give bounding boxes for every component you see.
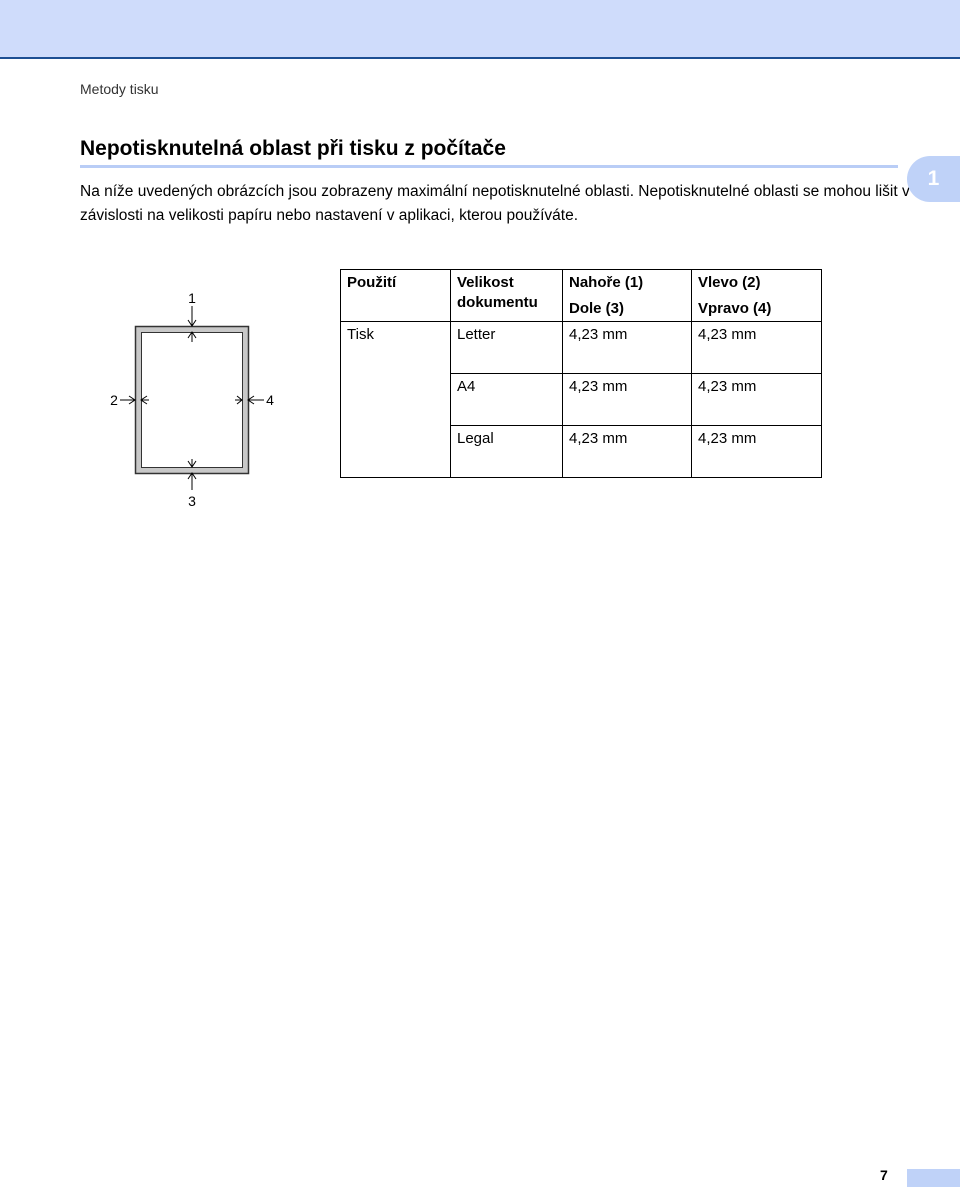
printable-area [142,333,243,468]
header-left-right [692,270,822,322]
top-bottom-cell: 4,23 mm [563,322,692,374]
top-margin-arrows [188,306,196,342]
table-header-row [341,270,822,322]
size-cell: Letter [451,322,563,374]
running-head: Metody tisku [80,81,159,97]
top-bottom-cell: 4,23 mm [563,426,692,478]
header-top-bottom [563,270,692,322]
left-right-cell: 4,23 mm [692,374,822,426]
top-bottom-cell: 4,23 mm [563,374,692,426]
table-row [341,322,822,374]
header-bottom: Dole (3) [569,300,625,317]
header-left: Vlevo (2) [698,274,761,291]
left-right-cell: 4,23 mm [692,426,822,478]
table-row [341,426,822,478]
table-row [341,374,822,426]
unprintable-area-diagram [100,280,300,520]
header-size: Velikost dokumentu [451,270,563,322]
bottom-margin-arrows [188,459,196,490]
label-top: 1 [188,290,196,306]
label-bottom: 3 [188,493,196,509]
usage-cell: Tisk [341,322,451,374]
footer-tab [907,1169,960,1187]
usage-cell-empty [341,374,451,426]
size-cell: A4 [451,374,563,426]
left-right-cell: 4,23 mm [692,322,822,374]
label-right: 4 [266,392,274,408]
label-left: 2 [110,392,118,408]
header-right: Vpravo (4) [698,300,772,317]
header-usage: Použití [341,270,451,322]
page-number: 7 [880,1167,888,1183]
size-cell: Legal [451,426,563,478]
margins-table [340,269,822,478]
section-title: Nepotisknutelná oblast při tisku z počítače [80,137,506,160]
header-band [0,0,960,59]
usage-cell-empty [341,426,451,478]
intro-paragraph: Na níže uvedených obrázcích jsou zobrazeny maximální nepotisknutelné oblasti. Nepotisknutelné oblasti se mohou lišit v závislosti na velikosti papíru nebo nastavení v aplikaci, kterou používáte. [80,183,910,224]
left-margin-arrows [120,396,149,404]
header-top: Nahoře (1) [569,274,644,291]
title-underline [80,165,898,168]
chapter-tab: 1 [907,156,960,202]
